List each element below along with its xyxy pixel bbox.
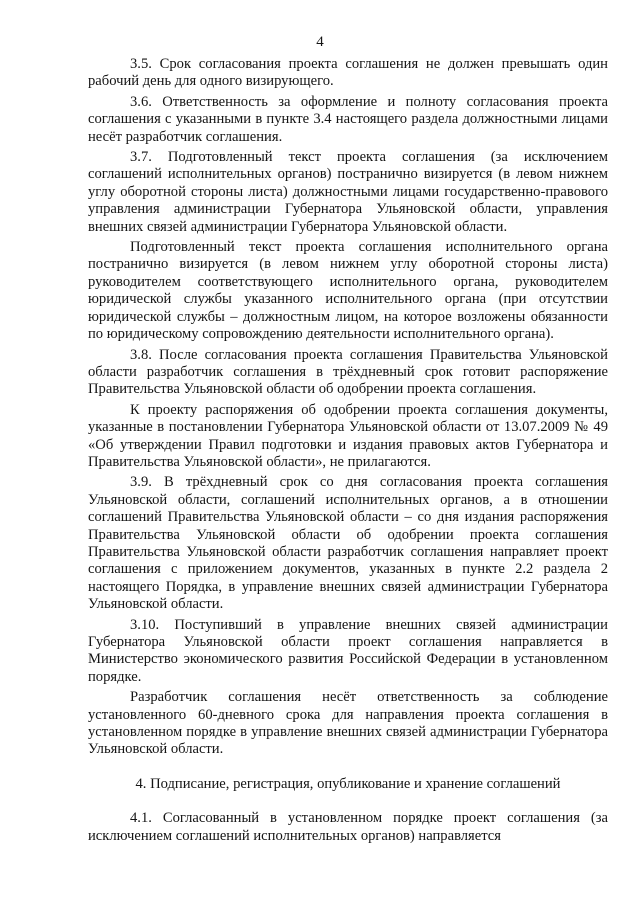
paragraph-3-9: 3.9. В трёхдневный срок со дня согласования проекта соглашения Ульяновской области, соглашений исполнительных органов, а в отношении соглашений Правительства Ульяновской области – со дня издания распоряжения Правительства Ульяновской области об одобрении проекта соглашения Правительства Ульяновской области разработчик соглашения направляет проект соглашения с приложением документов, указанных в пункте 2.2 раздела 2 настоящего Порядка, в управление внешних связей администрации Губернатора Ульяновской области. xyxy=(88,474,608,613)
document-body xyxy=(88,56,608,848)
paragraph-3-7: 3.7. Подготовленный текст проекта соглашения (за исключением соглашений исполнительных органов) постранично визируется (в левом нижнем углу оборотной стороны листа) должностными лицами государственно-правового управления администрации Губернатора Ульяновской области, управления внешних связей администрации Губернатора Ульяновской области. xyxy=(88,149,608,235)
paragraph-3-8-continued: К проекту распоряжения об одобрении проекта соглашения документы, указанные в постановлении Губернатора Ульяновской области от 13.07.2009 № 49 «Об утверждении Правил подготовки и издания правовых актов Губернатора и Правительства Ульяновской области», не прилагаются. xyxy=(88,401,608,470)
paragraph-4-1: 4.1. Согласованный в установленном порядке проект соглашения (за исключением соглашений исполнительных органов) направляется xyxy=(88,810,608,844)
paragraph-3-6: 3.6. Ответственность за оформление и полноту согласования проекта соглашения с указанными в пункте 3.4 настоящего раздела должностными лицами несёт разработчик соглашения. xyxy=(88,93,608,145)
section-heading: 4. Подписание, регистрация, опубликование и хранение соглашений xyxy=(135,775,561,792)
paragraph-3-7-continued: Подготовленный текст проекта соглашения исполнительного органа постранично визируется (в левом нижнем углу оборотной стороны листа) руководителем соответствующего исполнительного органа, руководителем юридической службы указанного исполнительного органа (при отсутствии юридической службы – должностным лицом, на которое возложены обязанности по юридическому сопровождению деятельности исполнительного органа). xyxy=(88,239,608,343)
paragraph-3-8: 3.8. После согласования проекта соглашения Правительства Ульяновской области разработчик соглашения в трёхдневный срок готовит распоряжение Правительства Ульяновской области об одобрении проекта соглашения. xyxy=(88,346,608,398)
paragraph-3-10: 3.10. Поступивший в управление внешних связей администрации Губернатора Ульяновской области проект соглашения направляется в Министерство экономического развития Российской Федерации в установленном порядке. xyxy=(88,616,608,685)
paragraph-3-10-continued: Разработчик соглашения несёт ответственность за соблюдение установленного 60-дневного срока для направления проекта соглашения в установленном порядке в управление внешних связей администрации Губернатора Ульяновской области. xyxy=(88,689,608,758)
page-number: 4 xyxy=(316,34,324,50)
paragraph-3-5: 3.5. Срок согласования проекта соглашения не должен превышать один рабочий день для одного визирующего. xyxy=(88,56,608,90)
